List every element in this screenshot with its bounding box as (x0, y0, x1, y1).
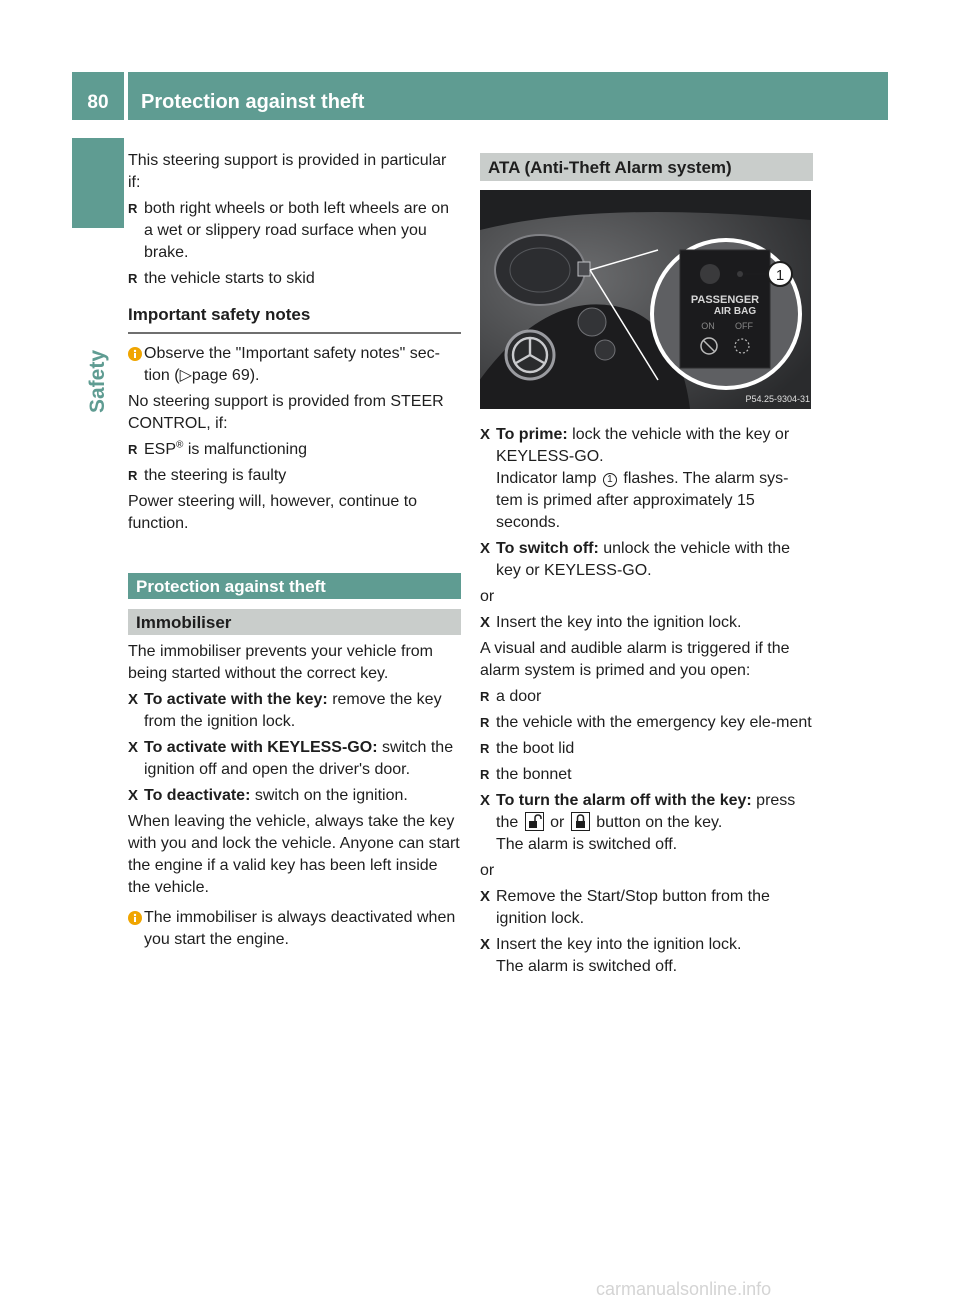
list-item: R the vehicle starts to skid (128, 270, 315, 287)
panel-label-airbag: AIR BAG (713, 306, 757, 317)
power-steering-text: Power steering will, however, continue to function. (128, 493, 418, 532)
list-item: R the bonnet (480, 766, 572, 783)
list-item: R a door (480, 688, 542, 705)
unlock-icon (525, 812, 544, 831)
chapter-label: Safety (86, 350, 109, 414)
list-item: R ESP® is malfunctioning (128, 439, 308, 458)
right-column (480, 150, 813, 982)
watermark: carmanualsonline.info (596, 1279, 772, 1299)
or-text: or (480, 588, 495, 605)
section-heading: Protection against theft (128, 573, 461, 599)
indicator-lamp-callout: 1 (603, 473, 617, 487)
figure-code: P54.25-9304-31 (745, 394, 810, 404)
arrow-icon: ▷ (179, 367, 192, 384)
instruction-step: X Insert the key into the ignition lock. The alarm is switched off. (480, 936, 742, 975)
left-column (128, 150, 461, 955)
chapter-tab (72, 138, 124, 228)
instruction-step: X To activate with the key: remove the key from the ignition lock. (128, 691, 442, 730)
info-icon (128, 911, 142, 925)
instruction-step: X To deactivate: switch on the ignition. (128, 787, 408, 804)
page-number: 80 (72, 72, 124, 120)
info-note: Observe the "Important safety notes" sec-tion (▷page 69). (128, 343, 461, 387)
page-header (72, 72, 888, 120)
steering-intro: This steering support is provided in particular if: (128, 152, 447, 191)
instruction-step: X Insert the key into the ignition lock. (480, 614, 742, 631)
info-note: The immobiliser is always deactivated when you start the engine. (128, 907, 461, 951)
list-item: R the steering is faulty (128, 467, 287, 484)
header-title: Protection against theft (128, 72, 888, 120)
immobiliser-intro: The immobiliser prevents your vehicle from being started without the correct key. (128, 643, 433, 682)
instruction-step: X To prime: lock the vehicle with the key or KEYLESS-GO. Indicator lamp 1 flashes. The alarm sys-tem is primed after approximately 15 seconds. (480, 426, 790, 531)
instruction-step: X To switch off: unlock the vehicle with the key or KEYLESS-GO. (480, 540, 791, 579)
instruction-step: X To activate with KEYLESS-GO: switch the ignition off and open the driver's door. (128, 739, 454, 778)
page-reference-link[interactable]: page 69). (191, 367, 260, 384)
instruction-step: X Remove the Start/Stop button from the ignition lock. (480, 888, 770, 927)
callout-number: 1 (775, 267, 785, 284)
instruction-step: X To turn the alarm off with the key: press the or button on the key. The alarm is switched off. (480, 792, 796, 853)
list-item: R both right wheels or both left wheels are on a wet or slippery road surface when you brake. (128, 200, 450, 261)
panel-label-on: ON (701, 321, 715, 331)
leaving-vehicle-text: When leaving the vehicle, always take the key with you and lock the vehicle. Anyone can start the engine if a valid key has been left inside the vehicle. (128, 813, 460, 896)
alarm-triggered-text: A visual and audible alarm is triggered if the alarm system is primed and you open: (480, 640, 790, 679)
panel-label-passenger: PASSENGER (690, 294, 760, 306)
or-text: or (480, 862, 495, 879)
no-support-text: No steering support is provided from STEER CONTROL, if: (128, 393, 444, 432)
dashboard-illustration (480, 190, 811, 409)
list-item: R the vehicle with the emergency key ele-ment (480, 714, 812, 731)
lock-icon (571, 812, 590, 831)
ata-heading: ATA (Anti-Theft Alarm system) (480, 153, 813, 181)
info-icon (128, 347, 142, 361)
immobiliser-heading: Immobiliser (128, 609, 461, 635)
important-safety-heading: Important safety notes (128, 304, 461, 334)
dashboard-image (480, 190, 811, 409)
list-item: R the boot lid (480, 740, 575, 757)
panel-label-off: OFF (735, 321, 753, 331)
